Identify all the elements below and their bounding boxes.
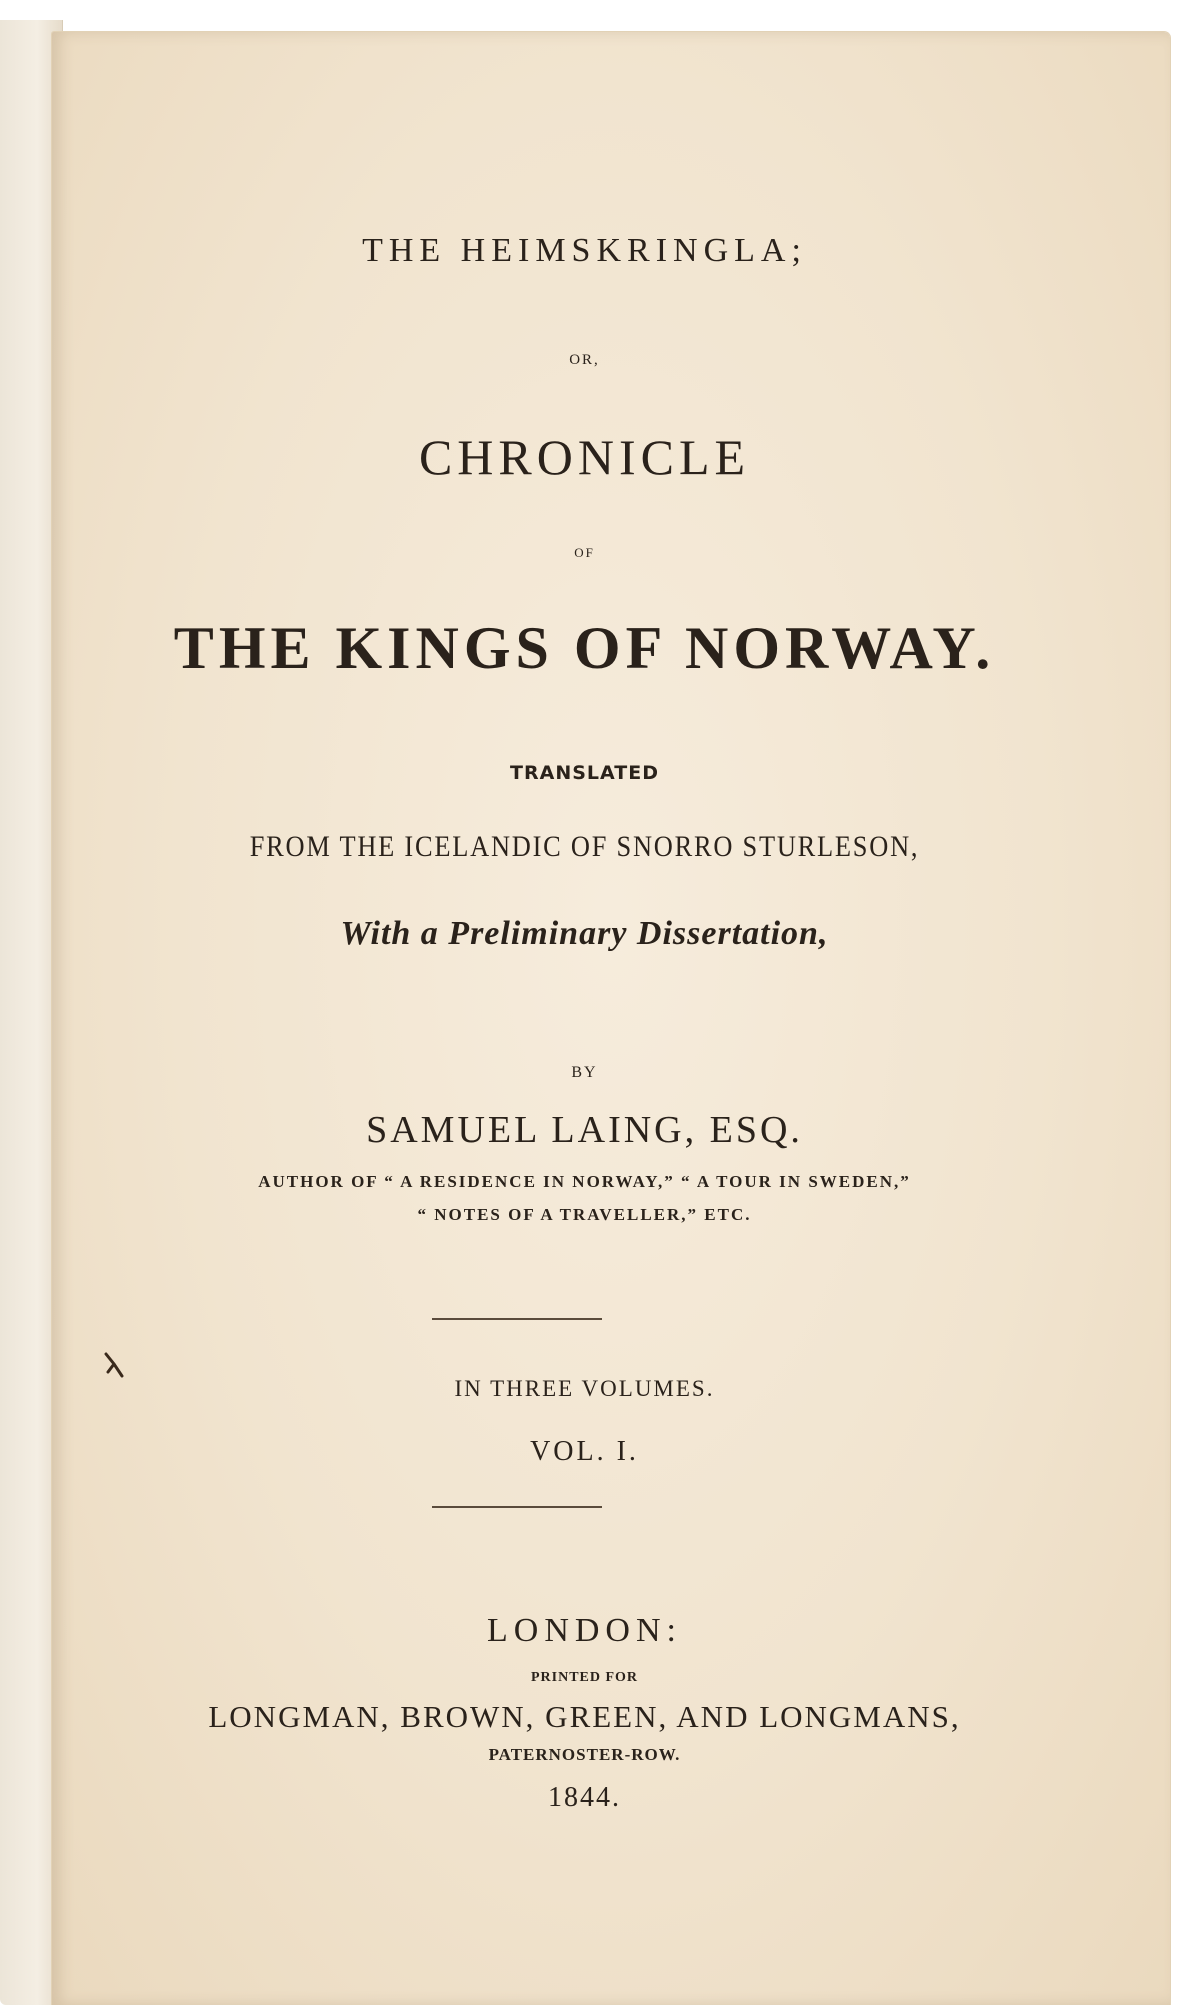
divider-rule-top bbox=[432, 1318, 602, 1320]
dissertation-line: With a Preliminary Dissertation, bbox=[340, 915, 829, 952]
by-label: BY bbox=[571, 1064, 598, 1081]
author-credits-line-2: “ NOTES OF A TRAVELLER,” ETC. bbox=[417, 1205, 752, 1224]
publisher-name: LONGMAN, BROWN, GREEN, AND LONGMANS, bbox=[208, 1699, 961, 1734]
title-page bbox=[52, 32, 1170, 2005]
translated-label: TRANSLATED bbox=[510, 762, 659, 784]
main-title-chronicle: CHRONICLE bbox=[418, 429, 751, 485]
series-title: THE HEIMSKRINGLA; bbox=[362, 232, 807, 269]
publication-year: 1844. bbox=[548, 1782, 621, 1813]
printed-for-label: PRINTED FOR bbox=[530, 1670, 639, 1685]
main-title-of: OF bbox=[574, 545, 595, 560]
divider-rule-bottom bbox=[432, 1506, 602, 1508]
main-title-kings: THE KINGS OF NORWAY. bbox=[173, 615, 996, 681]
imprint-city: LONDON: bbox=[487, 1612, 682, 1649]
volume-number: VOL. I. bbox=[530, 1436, 639, 1467]
conjunction-or: OR, bbox=[569, 352, 600, 368]
source-line: FROM THE ICELANDIC OF SNORRO STURLESON, bbox=[249, 830, 920, 863]
volume-count: IN THREE VOLUMES. bbox=[454, 1376, 715, 1401]
author-name: SAMUEL LAING, ESQ. bbox=[366, 1109, 803, 1151]
publisher-address: PATERNOSTER-ROW. bbox=[488, 1745, 681, 1764]
author-credits-line-1: AUTHOR OF “ A RESIDENCE IN NORWAY,” “ A TOUR IN SWEDEN,” bbox=[258, 1172, 911, 1191]
ink-smudge-mark bbox=[102, 1350, 126, 1380]
